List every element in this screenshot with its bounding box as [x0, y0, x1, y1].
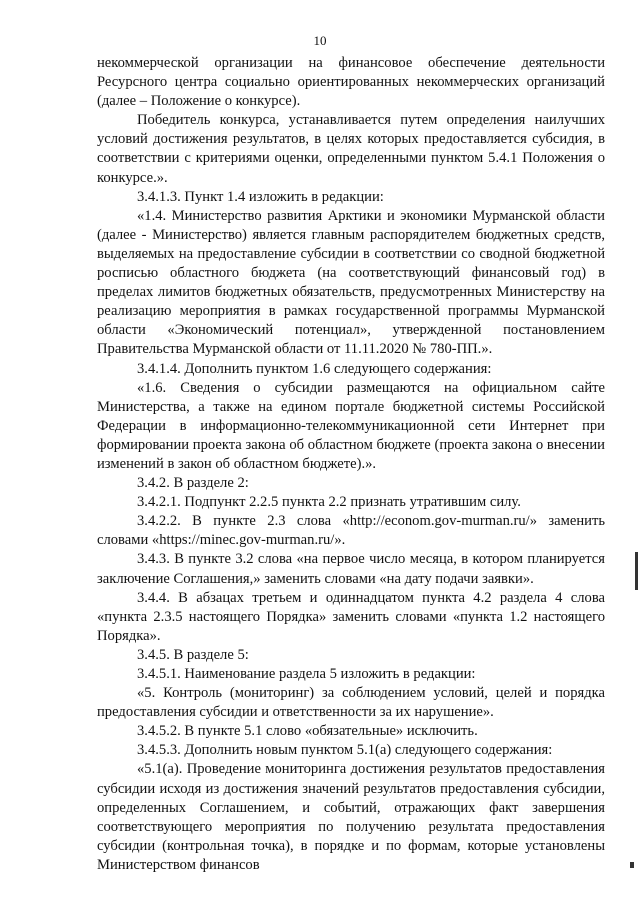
paragraph: 3.4.2.2. В пункте 2.3 слова «http://econom.gov-murman.ru/» заменить словами «https://minec.gov-murman.ru/». — [97, 513, 605, 549]
scan-edge-mark — [635, 552, 638, 590]
paragraph: 3.4.5.1. Наименование раздела 5 изложить в редакции: — [137, 666, 476, 682]
paragraph: некоммерческой организации на финансовое обеспечение деятельности Ресурсного центра социально ориентированных некоммерческих организаций (далее – Положение о конкурсе). — [97, 55, 605, 110]
paragraph: Победитель конкурса, устанавливается путем определения наилучших условий достижения результатов, в целях которых предоставляется субсидия, в соответствии с критериями оценки, определенными пунктом 5.4.1 Положения о конкурсе.». — [97, 112, 605, 186]
paragraph: 3.4.5.2. В пункте 5.1 слово «обязательные» исключить. — [137, 723, 478, 740]
paragraph: 3.4.1.4. Дополнить пунктом 1.6 следующего содержания: — [137, 360, 492, 377]
paragraph: «5. Контроль (мониторинг) за соблюдением условий, целей и порядка предоставления субсидии и ответственности за их нарушение». — [97, 685, 605, 721]
paragraph: 3.4.2.1. Подпункт 2.2.5 пункта 2.2 признать утратившим силу. — [137, 494, 521, 511]
scan-edge-mark — [630, 862, 634, 868]
paragraph: «1.4. Министерство развития Арктики и экономики Мурманской области (далее - Министерство) является главным распорядителем бюджетных средств, выделяемых на предоставление субсидии в соответствии со сводной бюджетной росписью областного бюджета (на соответствующий финансовый год) в пределах лимитов бюджетных обязательств, предусмотренных Министерству на реализацию мероприятия в рамках государственной программы Мурманской области «Экономический потенциал», утвержденной постановлением Правительства Мурманской области от 11.11.2020 № 780-ПП.». — [97, 207, 605, 358]
paragraph: 3.4.5.3. Дополнить новым пунктом 5.1(а) следующего содержания: — [137, 742, 553, 759]
paragraph: «5.1(а). Проведение мониторинга достижения результатов предоставления субсидии исходя из достижения значений результатов предоставления субсидии, определенных Соглашением, и событий, отражающих факт завершения соответствующего мероприятия по получению результата предоставления субсидии (контрольная точка), в порядке и по формам, которые установлены Министерством финансов — [97, 761, 605, 873]
paragraph: «1.6. Сведения о субсидии размещаются на официальном сайте Министерства, а также на едином портале бюджетной системы Российской Федерации в информационно-телекоммуникационной сети Интернет при формировании проекта закона об областном бюджете (проекта закона о внесении изменений в закон об областном бюджете).». — [97, 379, 605, 472]
paragraph: 3.4.1.3. Пункт 1.4 изложить в редакции: — [137, 188, 384, 205]
document-body — [97, 54, 605, 875]
paragraph: 3.4.5. В разделе 5: — [137, 646, 249, 663]
page-number: 10 — [313, 33, 327, 48]
paragraph: 3.4.2. В разделе 2: — [137, 475, 249, 492]
paragraph: 3.4.4. В абзацах третьем и одиннадцатом пункта 4.2 раздела 4 слова «пункта 2.3.5 настоящего Порядка» заменить словами «пункта 1.2 настоящего Порядка». — [97, 589, 605, 644]
paragraph: 3.4.3. В пункте 3.2 слова «на первое число месяца, в котором планируется заключение Соглашения,» заменить словами «на дату подачи заявки». — [97, 551, 605, 587]
